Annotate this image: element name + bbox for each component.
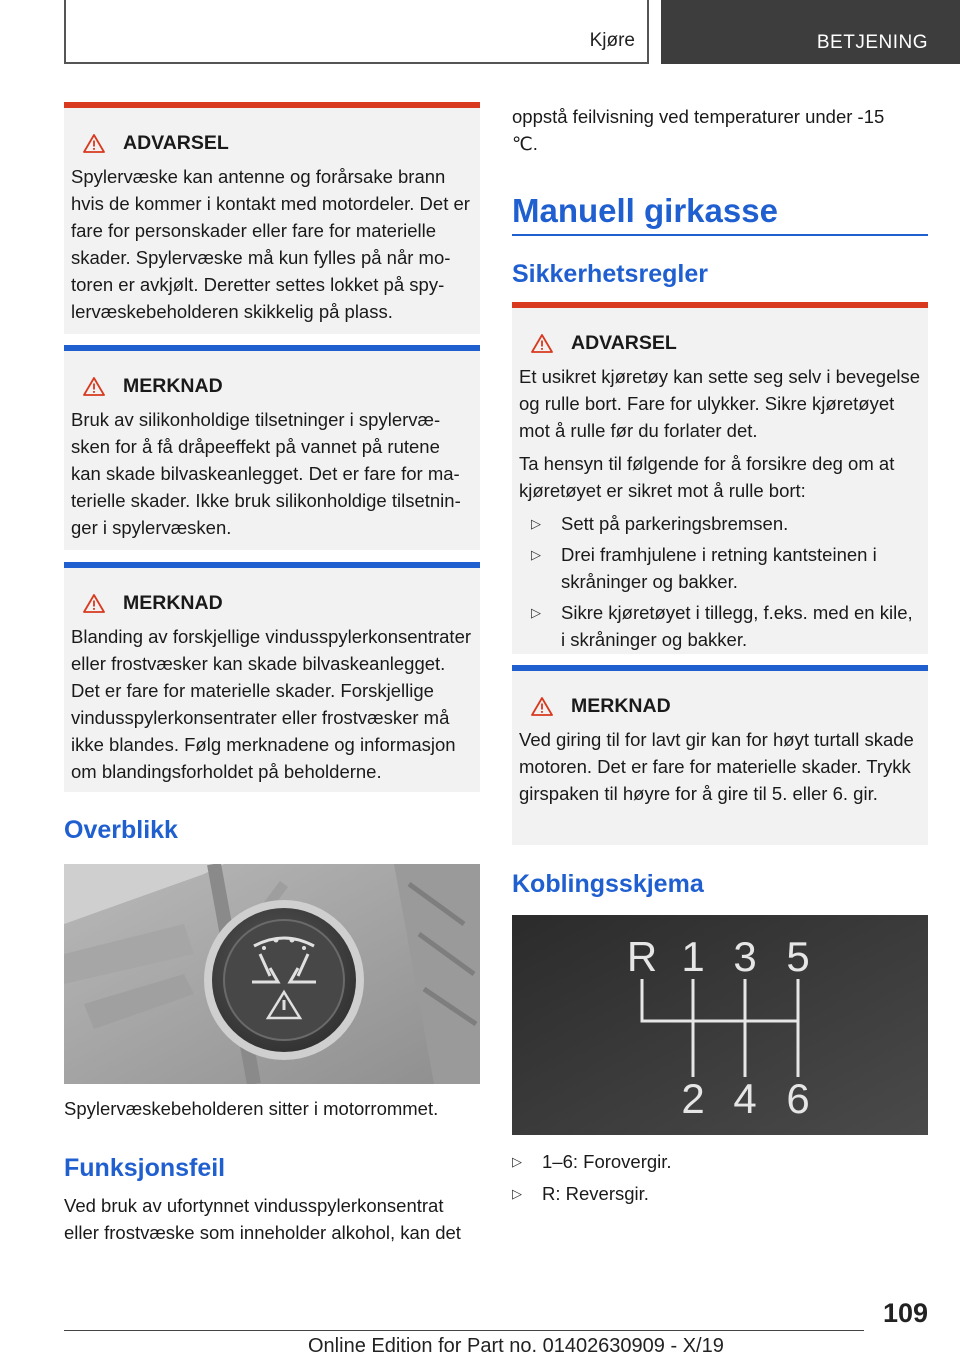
warning-text: Et usikret kjøretøy kan sette seg selv i bevegelse og rulle bort. Fare for ulykker. Sikre kjøretøyet mot å rulle før du forlater det. [519,366,921,441]
section-heading: Funksjonsfeil [64,1154,226,1182]
gear-label: 1 [681,933,705,980]
list-item [531,541,921,595]
warning-text: Spylervæske kan antenne og forårsake brann hvis de kommer i kontakt med motordeler. Det er fare for personskader eller fare for materielle skader. Spylervæske må kun fylles på når motoren er avkjølt. Deretter settes lokket på spylervæskebeholderen skikkelig på plass. [71,166,470,322]
footer-rule [64,1330,864,1331]
notice-box [512,665,928,845]
notice-title-text: MERKNAD [123,592,223,614]
list-item [531,599,921,653]
triangle-bullet-icon: ▷ [531,516,541,531]
triangle-bullet-icon: ▷ [512,1186,522,1201]
warning-triangle-icon [531,697,553,716]
chapter-heading: Manuell girkasse [512,192,778,229]
warning-triangle-icon [531,334,553,353]
body-text: Ved bruk av ufortynnet vindusspylerkonsentrat eller frostvæske som inneholder alkohol, kan det [64,1195,461,1243]
gear-label: 2 [681,1075,705,1122]
section-heading: Koblingsskjema [512,870,704,898]
gear-label: 4 [733,1075,757,1122]
list-item-text: R: Reversgir. [542,1183,649,1204]
warning-triangle-icon [83,134,105,153]
notice-text: Ved giring til for lavt gir kan for høyt turtall skade motoren. Det er fare for materielle skader. Trykk girspaken til høyre for å gire til 5. eller 6. gir. [519,729,914,804]
gear-label: R [626,933,658,980]
gear-label: 5 [786,933,810,980]
warning-text: Ta hensyn til følgende for å forsikre deg om at kjøretøyet er sikret mot å rulle bort: [519,453,895,501]
gear-legend-list [512,1148,928,1212]
list-item [531,510,921,537]
warning-list [519,510,921,653]
warning-triangle-icon [83,377,105,396]
header-chapter-tab [661,0,960,64]
page-number: 109 [882,1298,928,1328]
shift-pattern-image [512,915,928,1135]
triangle-bullet-icon: ▷ [531,605,541,620]
gear-label: 3 [733,933,757,980]
notice-box [64,562,480,792]
notice-title [83,375,473,398]
warning-title-text: ADVARSEL [123,132,229,154]
washer-reservoir-photo [64,864,480,1084]
warning-title [531,332,921,355]
gear-label: 6 [786,1075,810,1122]
triangle-bullet-icon: ▷ [531,547,541,562]
notice-text: Bruk av silikonholdige tilsetninger i spylervæsken for å få dråpeeffekt på vannet på rutene kan skade bilvaskeanlegget. Det er fare for materielle skader. Ikke bruk silikonholdige tilsetninger i spylervæsken. [71,409,461,538]
notice-box [64,345,480,550]
section-heading: Overblikk [64,816,178,844]
notice-title-text: MERKNAD [571,695,671,717]
list-item-text: Drei framhjulene i retning kantsteinen i skråninger og bakker. [561,544,877,592]
list-item-text: 1–6: Forovergir. [542,1151,672,1172]
warning-box [64,102,480,334]
list-item [512,1180,928,1207]
notice-title [531,695,921,718]
section-heading: Sikkerhetsregler [512,260,708,288]
warning-title-text: ADVARSEL [571,332,677,354]
list-item-text: Sett på parkeringsbremsen. [561,513,789,534]
notice-title-text: MERKNAD [123,375,223,397]
warning-box [512,302,928,654]
notice-title [83,592,473,615]
footer-edition: Online Edition for Part no. 01402630909 - X/19 [308,1335,724,1357]
header-section-tab [64,0,649,64]
triangle-bullet-icon: ▷ [512,1154,522,1169]
header-section-label: Kjøre [589,30,635,51]
heading-rule [512,234,928,236]
notice-text: Blanding av forskjellige vindusspylerkonsentrater eller frostvæsker kan skade bilvaskeanlegget. Det er fare for materielle skader. Forskjellige vindusspylerkonsentrater eller frostvæsker må ikke blandes. Følg merknadene og informasjon om blandingsforholdet på beholderne. [71,626,472,782]
photo-caption: Spylervæskebeholderen sitter i motorrommet. [64,1098,439,1119]
list-item-text: Sikre kjøretøyet i tillegg, f.eks. med en kile, i skråninger og bakker. [561,602,913,650]
warning-title [83,132,473,155]
body-text: oppstå feilvisning ved temperaturer under -15 ℃. [512,106,885,154]
list-item [512,1148,928,1175]
warning-triangle-icon [83,594,105,613]
header-chapter-label: BETJENING [816,32,928,53]
